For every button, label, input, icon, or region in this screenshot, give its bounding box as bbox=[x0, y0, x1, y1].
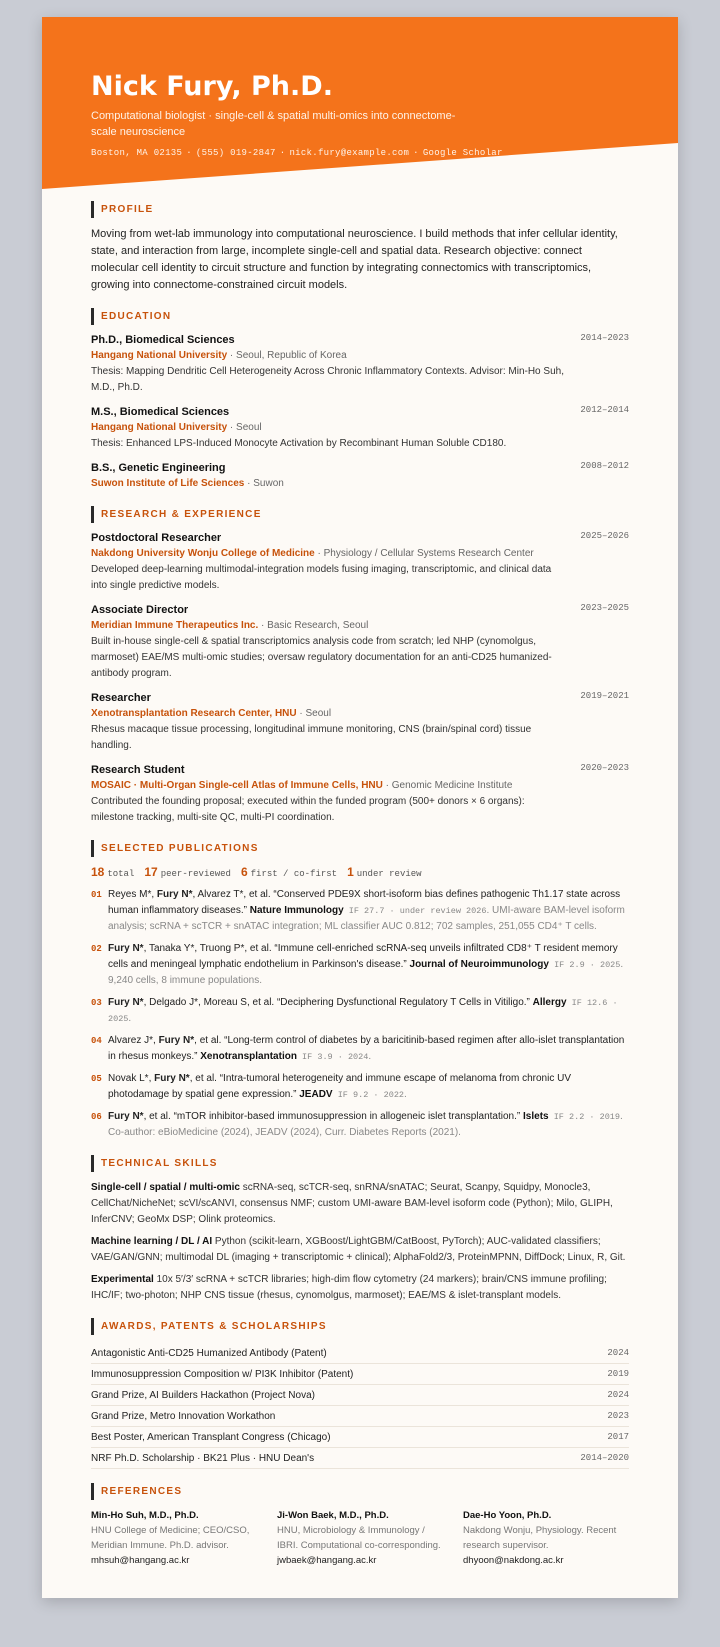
publication-number: 06 bbox=[91, 1112, 102, 1122]
publication-stats bbox=[91, 865, 629, 879]
skill-heading: Experimental bbox=[91, 1274, 154, 1285]
institution-name: Suwon Institute of Life Sciences bbox=[91, 478, 245, 489]
skill-text: 10x 5′/3′ scRNA + scTCR libraries; high-dim flow cytometry (24 markers); brain/CNS immune profiling; IHC/IF; two-photon; NHP CNS tissue (rhesus, cynomolgus, marmoset); EAE/MS & islet-transplant models. bbox=[91, 1274, 607, 1301]
award-name: NRF Ph.D. Scholarship · BK21 Plus · HNU Dean's bbox=[91, 1452, 315, 1464]
institution-line bbox=[91, 420, 629, 436]
publication-notes: . bbox=[368, 1051, 372, 1062]
contact-phone[interactable]: (555) 019-2847 bbox=[195, 148, 276, 158]
reference-affiliation: Nakdong Wonju, Physiology. Recent research supervisor. bbox=[463, 1525, 617, 1551]
publication-notes: . bbox=[128, 1013, 132, 1024]
resume-page bbox=[42, 17, 678, 1598]
stat-label: peer-reviewed bbox=[160, 869, 231, 879]
organization-unit: · Basic Research, Seoul bbox=[258, 620, 369, 631]
education-entry bbox=[91, 333, 629, 396]
citation-title: , et al. “Long-term control of diabetes by a baricitinib-based regimen after allo-islet transplantation in rhesus monkeys.” bbox=[108, 1035, 625, 1062]
skill-group bbox=[91, 1180, 629, 1228]
publication-citation bbox=[108, 1033, 629, 1065]
stat-count: 18 bbox=[91, 865, 105, 879]
award-year: 2024 bbox=[607, 1348, 629, 1358]
role-title: Associate Director bbox=[91, 604, 189, 616]
organization-name: Xenotransplantation Research Center, HNU bbox=[91, 708, 297, 719]
skill-group bbox=[91, 1272, 629, 1304]
organization-name: Nakdong University Wonju College of Medicine bbox=[91, 548, 315, 559]
organization-line bbox=[91, 778, 629, 794]
own-name: Fury N* bbox=[158, 1035, 195, 1046]
skills-list bbox=[91, 1180, 629, 1304]
organization-line bbox=[91, 546, 629, 562]
contact-email[interactable]: nick.fury@example.com bbox=[289, 148, 410, 158]
experience-list bbox=[91, 531, 629, 826]
reference-affiliation: HNU, Microbiology & Immunology / IBRI. Computational co-corresponding. bbox=[277, 1525, 441, 1551]
journal-name: Allergy bbox=[532, 997, 567, 1008]
reference-card bbox=[91, 1508, 257, 1568]
award-row bbox=[91, 1427, 629, 1448]
impact-factor: IF 2.9 · 2025 bbox=[548, 960, 621, 970]
entry-dates: 2025–2026 bbox=[580, 531, 629, 541]
reference-email[interactable]: dhyoon@nakdong.ac.kr bbox=[463, 1555, 564, 1566]
journal-name: Journal of Neuroimmunology bbox=[409, 959, 549, 970]
own-name: Fury N* bbox=[108, 943, 144, 954]
impact-factor: IF 12.6 · 2025 bbox=[108, 998, 618, 1024]
publication-notes: . Co-author: eBioMedicine (2024), JEADV (2024), Curr. Diabetes Reports (2021). bbox=[108, 1111, 623, 1138]
publication-notes: . bbox=[404, 1089, 407, 1100]
candidate-name: Nick Fury, Ph.D. bbox=[91, 71, 333, 102]
contact-separator: · bbox=[186, 148, 192, 158]
citation-title: , Delgado J*, Moreau S, et al. “Deciphering Dysfunctional Regulatory T Cells in Vitiligo.” bbox=[143, 997, 533, 1008]
entry-description: Thesis: Enhanced LPS-Induced Monocyte Activation by Recombinant Human Soluble CD180. bbox=[91, 438, 507, 449]
education-list bbox=[91, 333, 629, 492]
publication-stat bbox=[144, 865, 231, 879]
google-scholar-link[interactable]: Google Scholar bbox=[422, 148, 503, 158]
section-title-publications: SELECTED PUBLICATIONS bbox=[91, 840, 629, 857]
publication-citation bbox=[108, 887, 629, 935]
header-banner bbox=[42, 17, 678, 189]
publication-number: 05 bbox=[91, 1074, 102, 1084]
impact-factor: IF 3.9 · 2024 bbox=[296, 1052, 369, 1062]
section-title-awards: AWARDS, PATENTS & SCHOLARSHIPS bbox=[91, 1318, 629, 1335]
entry-dates: 2014–2023 bbox=[580, 333, 629, 343]
stat-count: 17 bbox=[144, 865, 158, 879]
citation-title: , et al. “Intra-tumoral heterogeneity and immune escape of melanoma from chronic UV photodamage by spatial gene expression.” bbox=[108, 1073, 571, 1100]
stat-label: first / co-first bbox=[250, 869, 338, 879]
own-name: Fury N* bbox=[108, 997, 144, 1008]
organization-name: Meridian Immune Therapeutics Inc. bbox=[91, 620, 259, 631]
publication-stat bbox=[91, 865, 135, 879]
skill-text: scRNA-seq, scTCR-seq, snRNA/snATAC; Seurat, Scanpy, Squidpy, Monocle3, CellChat/NicheNet; scVI/scANVI, consensus NMF; custom UMI-aware BAM-level isoform code (Python); Milo, GLIPH, InferCNV; GeoMx DSP; Olink proteomics. bbox=[91, 1182, 613, 1225]
experience-entry bbox=[91, 763, 629, 826]
stat-label: under review bbox=[356, 869, 422, 879]
organization-line bbox=[91, 706, 629, 722]
publication-item bbox=[91, 1109, 629, 1141]
institution-location: · Suwon bbox=[244, 478, 284, 489]
publication-item bbox=[91, 1071, 629, 1103]
section-title-references: REFERENCES bbox=[91, 1483, 629, 1500]
reference-name: Ji-Won Baek, M.D., Ph.D. bbox=[277, 1510, 389, 1521]
education-entry bbox=[91, 405, 629, 452]
publication-item bbox=[91, 887, 629, 935]
entry-dates: 2008–2012 bbox=[580, 461, 629, 471]
award-row bbox=[91, 1364, 629, 1385]
contact-separator: · bbox=[413, 148, 419, 158]
reference-affiliation: HNU College of Medicine; CEO/CSO, Meridian Immune. Ph.D. advisor. bbox=[91, 1525, 250, 1551]
author-list-pre: Novak L*, bbox=[108, 1073, 155, 1084]
publication-list bbox=[91, 887, 629, 1141]
award-row bbox=[91, 1343, 629, 1364]
award-row bbox=[91, 1448, 629, 1469]
institution-location: · Seoul bbox=[227, 422, 262, 433]
stat-count: 1 bbox=[347, 865, 354, 879]
publication-item bbox=[91, 941, 629, 989]
contact-separator: · bbox=[279, 148, 286, 158]
contact-line bbox=[91, 148, 503, 158]
award-name: Best Poster, American Transplant Congress (Chicago) bbox=[91, 1431, 331, 1443]
skill-heading: Single-cell / spatial / multi-omic bbox=[91, 1182, 240, 1193]
award-name: Antagonistic Anti-CD25 Humanized Antibody (Patent) bbox=[91, 1347, 327, 1359]
entry-dates: 2020–2023 bbox=[580, 763, 629, 773]
citation-title: , Tanaka Y*, Truong P*, et al. “Immune cell-enriched scRNA-seq unveils infiltrated CD8⁺ T resident memory cells and meningeal lymphatic endothelium in Parkinson's disease.” bbox=[108, 943, 618, 970]
experience-entry bbox=[91, 691, 629, 754]
publication-citation bbox=[108, 1109, 629, 1141]
references-list bbox=[91, 1508, 629, 1568]
stat-count: 6 bbox=[240, 865, 248, 879]
journal-name: Xenotransplantation bbox=[200, 1051, 297, 1062]
degree-title: M.S., Biomedical Sciences bbox=[91, 406, 230, 418]
organization-unit: · Seoul bbox=[296, 708, 332, 719]
organization-name: MOSAIC · Multi-Organ Single-cell Atlas of Immune Cells, HNU bbox=[91, 780, 383, 791]
own-name: Fury N* bbox=[156, 889, 193, 900]
award-year: 2019 bbox=[607, 1369, 629, 1379]
reference-name: Min-Ho Suh, M.D., Ph.D. bbox=[91, 1510, 199, 1521]
experience-entry bbox=[91, 603, 629, 682]
institution-name: Hangang National University bbox=[91, 350, 228, 361]
publication-citation bbox=[108, 941, 629, 989]
reference-email[interactable]: jwbaek@hangang.ac.kr bbox=[277, 1555, 377, 1566]
reference-card bbox=[277, 1508, 443, 1568]
entry-description: Developed deep-learning multimodal-integration models fusing imaging, transcriptomic, and clinical data into single predictive models. bbox=[91, 564, 552, 591]
reference-name: Dae-Ho Yoon, Ph.D. bbox=[463, 1510, 552, 1521]
publication-item bbox=[91, 995, 629, 1027]
reference-email[interactable]: mhsuh@hangang.ac.kr bbox=[91, 1555, 190, 1566]
journal-name: Nature Immunology bbox=[249, 905, 344, 916]
organization-line bbox=[91, 618, 629, 634]
entry-description: Thesis: Mapping Dendritic Cell Heterogeneity Across Chronic Inflammatory Contexts. Advisor: Min-Ho Suh, M.D., Ph.D. bbox=[91, 366, 564, 393]
entry-description: Rhesus macaque tissue processing, longitudinal immune monitoring, CNS (brain/spinal cord) tissue handling. bbox=[91, 724, 532, 751]
skill-heading: Machine learning / DL / AI bbox=[91, 1236, 213, 1247]
journal-name: JEADV bbox=[299, 1089, 333, 1100]
publication-number: 01 bbox=[91, 890, 102, 900]
degree-title: B.S., Genetic Engineering bbox=[91, 462, 226, 474]
entry-description: Contributed the founding proposal; executed within the funded program (500+ donors × 6 organs): milestone tracking, multi-site QC, multi-PI coordination. bbox=[91, 796, 525, 823]
degree-title: Ph.D., Biomedical Sciences bbox=[91, 334, 235, 346]
organization-unit: · Genomic Medicine Institute bbox=[382, 780, 513, 791]
award-name: Grand Prize, Metro Innovation Workathon bbox=[91, 1410, 276, 1422]
experience-entry bbox=[91, 531, 629, 594]
institution-line bbox=[91, 476, 629, 492]
award-name: Grand Prize, AI Builders Hackathon (Project Nova) bbox=[91, 1389, 315, 1401]
contact-location: Boston, MA 02135 bbox=[91, 148, 183, 158]
author-list-pre: Reyes M*, bbox=[108, 889, 157, 900]
publication-number: 03 bbox=[91, 998, 102, 1008]
publication-stat bbox=[240, 865, 338, 879]
publication-number: 04 bbox=[91, 1036, 102, 1046]
skill-text: Python (scikit-learn, XGBoost/LightGBM/CatBoost, PyTorch); AUC-validated classifiers; VAE/GAN/GNN; multimodal DL (imaging + transcriptomic + clinical); AlphaFold2/3, ProteinMPNN, DiffDock; Linux, R, Git. bbox=[91, 1236, 626, 1263]
impact-factor: IF 2.2 · 2019 bbox=[548, 1112, 621, 1122]
entry-dates: 2023–2025 bbox=[580, 603, 629, 613]
publication-notes: . UMI-aware BAM-level isoform analysis; scRNA + scTCR + snATAC integration; ML classifier AUC 0.812; 702 samples, 251,055 CD4⁺ T cells. bbox=[108, 905, 625, 932]
author-list-pre: Alvarez J*, bbox=[108, 1035, 159, 1046]
own-name: Fury N* bbox=[154, 1073, 190, 1084]
award-row bbox=[91, 1406, 629, 1427]
role-title: Research Student bbox=[91, 764, 185, 776]
award-year: 2014–2020 bbox=[580, 1453, 629, 1463]
institution-name: Hangang National University bbox=[91, 422, 228, 433]
organization-unit: · Physiology / Cellular Systems Research Center bbox=[314, 548, 534, 559]
profile-text: Moving from wet-lab immunology into computational neuroscience. I build methods that infer cellular identity, state, and interaction from large, incomplete single-cell and spatial data. Research objective: connect molecular cell identity to circuit structure and function by integrating connectomics with transcriptomics, growing into connectome-constrained circuit models. bbox=[91, 228, 618, 291]
journal-name: Islets bbox=[523, 1111, 549, 1122]
entry-dates: 2019–2021 bbox=[580, 691, 629, 701]
award-year: 2024 bbox=[607, 1390, 629, 1400]
skill-group bbox=[91, 1234, 629, 1266]
institution-line bbox=[91, 348, 629, 364]
education-entry bbox=[91, 461, 629, 492]
section-title-education: EDUCATION bbox=[91, 308, 629, 325]
publication-citation bbox=[108, 995, 629, 1027]
section-title-skills: TECHNICAL SKILLS bbox=[91, 1155, 629, 1172]
candidate-subtitle: Computational biologist · single-cell & spatial multi-omics into connectome-scale neuroscience bbox=[91, 110, 456, 138]
award-name: Immunosuppression Composition w/ PI3K Inhibitor (Patent) bbox=[91, 1368, 354, 1380]
publication-stat bbox=[347, 865, 422, 879]
reference-card bbox=[463, 1508, 629, 1568]
award-row bbox=[91, 1385, 629, 1406]
entry-description: Built in-house single-cell & spatial transcriptomics analysis code from scratch; led NHP (cynomolgus, marmoset) EAE/MS multi-omic studies; oversaw regulatory documentation for an anti-CD25 humanized-antibody program. bbox=[91, 636, 552, 679]
publication-item bbox=[91, 1033, 629, 1065]
section-title-profile: PROFILE bbox=[91, 201, 629, 218]
own-name: Fury N* bbox=[108, 1111, 144, 1122]
impact-factor: IF 27.7 · under review 2026 bbox=[343, 906, 487, 916]
publication-citation bbox=[108, 1071, 629, 1103]
award-year: 2017 bbox=[607, 1432, 629, 1442]
role-title: Postdoctoral Researcher bbox=[91, 532, 222, 544]
publication-number: 02 bbox=[91, 944, 102, 954]
institution-location: · Seoul, Republic of Korea bbox=[227, 350, 347, 361]
citation-title: , et al. “mTOR inhibitor-based immunosuppression in allogeneic islet transplantation.” bbox=[143, 1111, 524, 1122]
awards-list bbox=[91, 1343, 629, 1469]
stat-label: total bbox=[107, 869, 135, 879]
citation-title: , Alvarez T*, et al. “Conserved PDE9X short-isoform bias defines pathogenic Th1.17 state across human inflammatory diseases.” bbox=[108, 889, 621, 916]
role-title: Researcher bbox=[91, 692, 151, 704]
award-year: 2023 bbox=[607, 1411, 629, 1421]
section-title-experience: RESEARCH & EXPERIENCE bbox=[91, 506, 629, 523]
resume-content bbox=[91, 201, 629, 1568]
publication-notes: . 9,240 cells, 8 immune populations. bbox=[108, 959, 624, 986]
impact-factor: IF 9.2 · 2022 bbox=[332, 1090, 405, 1100]
entry-dates: 2012–2014 bbox=[580, 405, 629, 415]
